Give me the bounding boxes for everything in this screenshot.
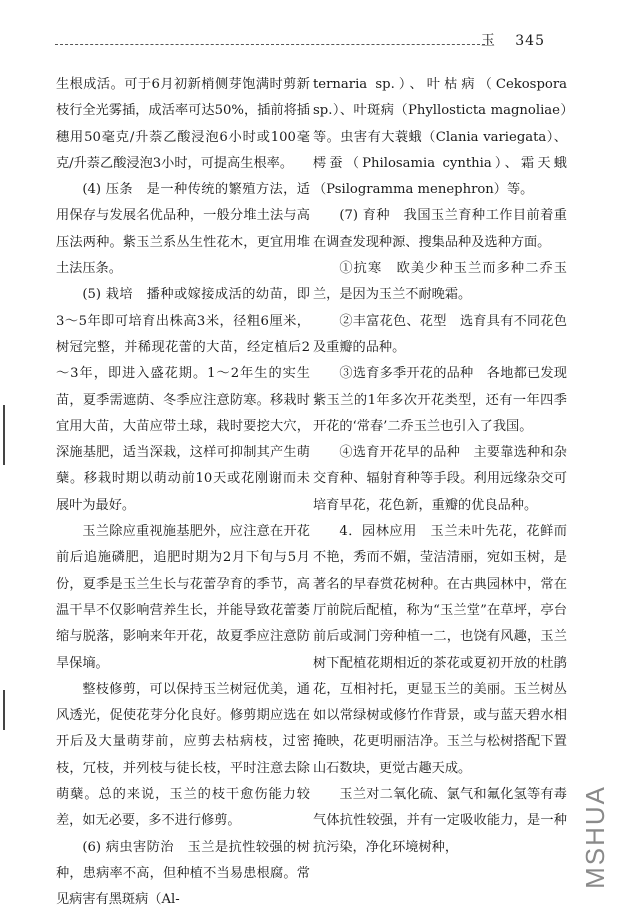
- right-column: [313, 72, 567, 861]
- paragraph: 生根成活。可于6月初新梢侧芽饱满时剪新枝行全光雾插，成活率可达50%，插前将插穗用50毫克/升萘乙酸浸泡6小时或100毫克/升萘乙酸浸泡3小时，可提高生根率。: [56, 77, 310, 171]
- paragraph: 4．园林应用 玉兰未叶先花，花鲜而不艳，秀而不媚，莹洁清丽，宛如玉树，是著名的早春赏花树种。在古典园林中，常在厅前院后配植，称为“玉兰堂”在草坪，亭台前后或洞门旁种植一二，也饶有风趣，玉兰树下配植花期相近的茶花或夏初开放的杜鹃花，互相衬托，更显玉兰的美丽。玉兰树丛如以常绿树或修竹作背景，或与蓝天碧水相掩映，花更明丽洁净。玉兰与松树搭配下置山石数块，更觉古趣天成。: [313, 524, 567, 776]
- scan-edge-mark: [3, 405, 5, 465]
- left-column: [56, 72, 310, 914]
- running-header: [481, 30, 545, 50]
- paragraph: ternaria sp.）、叶枯病（Cekospora sp.）、叶斑病（Phyllosticta magnoliae）等。虫害有大蓑蛾（Clania variegata）、樗蚕（Philosamia cynthia）、霜天蛾（Psilogramma menephron）等。: [313, 77, 567, 198]
- paragraph: 整枝修剪，可以保持玉兰树冠优美，通风透光，促使花芽分化良好。修剪期应选在开后及大量萌芽前，应剪去枯病枝，过密枝，冗枝，并列枝与徒长枝，平时注意去除萌蘖。总的来说，玉兰的枝干愈伤能力较差，如无必要，多不进行修剪。: [56, 681, 310, 829]
- paragraph: 玉兰除应重视施基肥外，应注意在开花前后追施磷肥，追肥时期为2月下旬与5月份，夏季是玉兰生长与花蕾孕育的季节，高温干旱不仅影响营养生长，并能导致花蕾萎缩与脱落，影响来年开花，故夏季应注意防旱保墒。: [56, 524, 310, 671]
- paragraph: ②丰富花色、花型 选育具有不同花色及重瓣的品种。: [313, 313, 567, 355]
- header-rule: [55, 44, 485, 45]
- paragraph: ①抗寒 欧美少种玉兰而多种二乔玉兰，是因为玉兰不耐晚霜。: [313, 261, 567, 303]
- paragraph: 玉兰对二氧化硫、氯气和氟化氢等有毒气体抗性较强，并有一定吸收能力，是一种抗污染，净化环境树种，: [313, 787, 567, 855]
- paragraph: (4) 压条 是一种传统的繁殖方法，适用保存与发展名优品种，一般分堆土法与高压法两种。紫玉兰系丛生性花木，更宜用堆土法压条。: [56, 182, 310, 277]
- paragraph: (6) 病虫害防治 玉兰是抗性较强的树种，患病率不高，但种植不当易患根腐。常见病害有黑斑病（Al-: [56, 839, 310, 908]
- paragraph: ③选育多季开花的品种 各地都已发现紫玉兰的1年多次开花类型，还有一年四季开花的‘常春’二乔玉兰也引入了我国。: [313, 366, 567, 434]
- watermark-text: MSHUA: [580, 785, 610, 889]
- paragraph: (5) 栽培 播种或嫁接成活的幼苗，即3～5年即可培育出株高3米，径粗6厘米，树冠完整，并稀现花蕾的大苗，经定植后2～3年，即进入盛花期。1～2年生的实生苗，夏季需遮荫、冬季应注意防寒。移栽时宜用大苗，大苗应带土球，栽时要挖大穴，深施基肥，适当深栽，这样可抑制其产生萌蘖。移栽时期以萌动前10天或花刚谢而未展叶为最好。: [56, 287, 310, 513]
- scan-edge-mark: [3, 690, 5, 730]
- paragraph: ④选育开花早的品种 主要靠选种和杂交育种、辐射育种等手段。利用远缘杂交可培育早花，花色新，重瓣的优良品种。: [313, 445, 567, 513]
- header-title: 玉: [480, 33, 496, 49]
- paragraph: (7) 育种 我国玉兰育种工作目前着重在调查发现种源、搜集品种及选种方面。: [313, 208, 567, 250]
- page-number: 345: [515, 33, 545, 49]
